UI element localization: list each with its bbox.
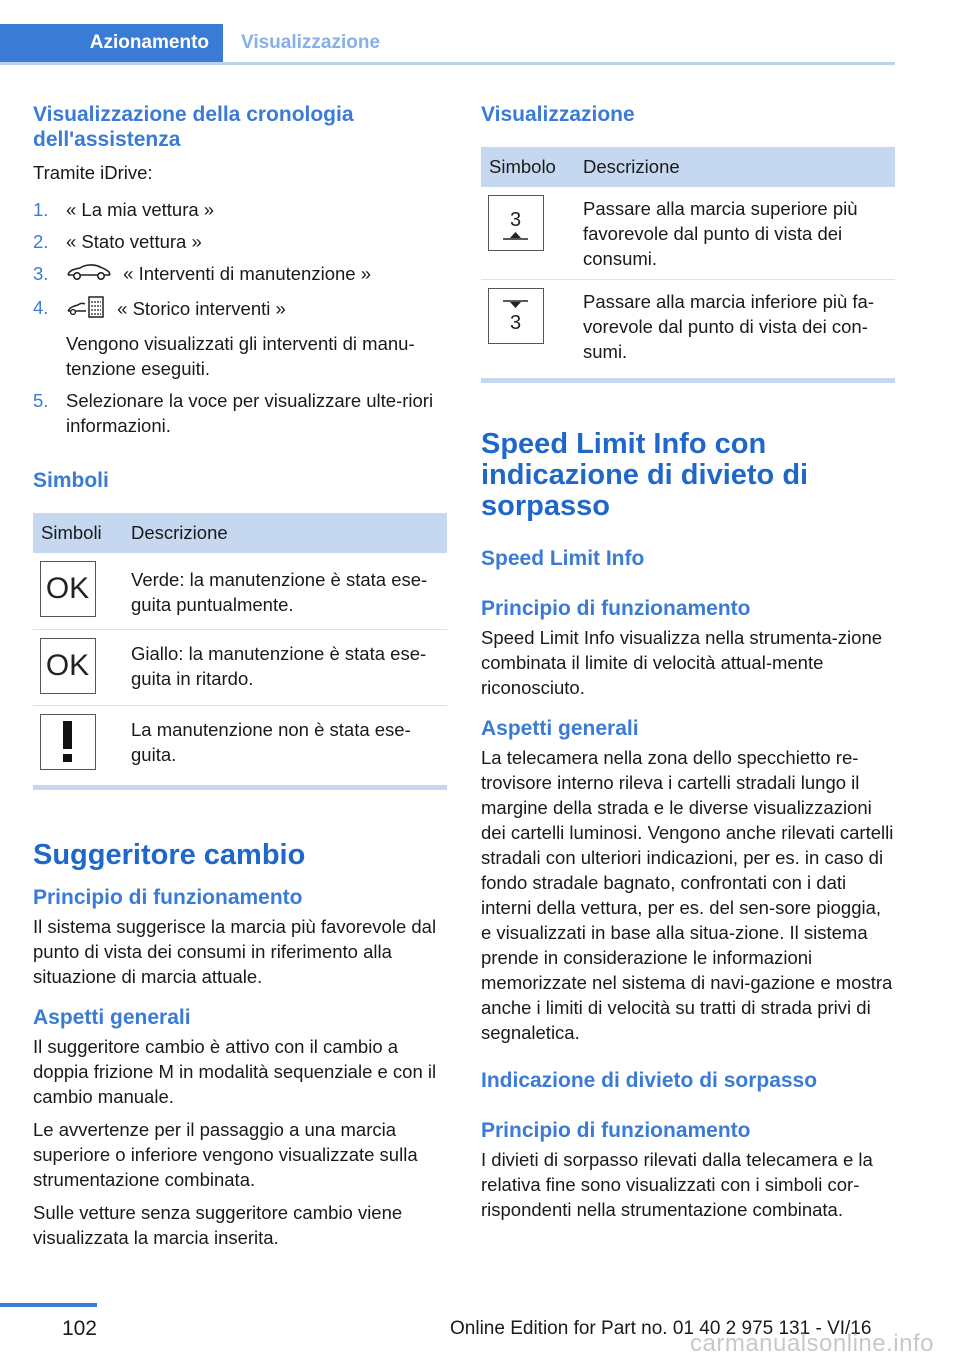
table-row xyxy=(33,553,447,629)
step-text: « Storico interventi » xyxy=(117,298,286,319)
gear-number: 3 xyxy=(509,312,522,334)
speed-principle-text: Speed Limit Info visualizza nella strumenta-zione combinata il limite di velocità attual-mente riconosciuto. xyxy=(481,627,883,698)
footer-accent-line xyxy=(0,1303,97,1307)
gear-principle-text: Il sistema suggerisce la marcia più favorevole dal punto di vista dei consumi in riferimento alla situazione di marcia attuale. xyxy=(33,916,437,988)
table-row xyxy=(33,629,447,705)
speed-general-heading: Aspetti generali xyxy=(481,717,639,740)
step-text: « Stato vettura » xyxy=(66,231,202,252)
gear-principle-heading: Principio di funzionamento xyxy=(33,886,303,910)
gear-up-icon xyxy=(488,195,544,251)
table-cell-description: Verde: la manutenzione è stata ese-guita puntualmente. xyxy=(123,553,447,629)
overtake-principle-text: I divieti di sorpasso rilevati dalla telecamera e la relativa fine sono visualizzati con i simboli cor-rispondenti nella strumentazione combinata. xyxy=(481,1149,873,1220)
gear-general-p3: Sulle vetture senza suggeritore cambio viene visualizzata la marcia inserita. xyxy=(33,1202,403,1249)
step-item xyxy=(33,388,447,438)
speed-general-text: La telecamera nella zona dello specchietto re-trovisore interno rileva i cartelli stradali lungo il margine della strada e le diverse visualizzazioni dei cartelli luminosi. Vengono anche rilevati cartelli stradali con ulteriori indicazioni, per es. in caso di fondo stradale bagnato, confrontati con i dati interni della vettura, per es. del sen-sore pioggia, e visualizzati in base alla situa-zione. Il sistema prende in considerazione le informazioni memorizzate nel sistema di navi-gazione e mostra anche i limiti di velocità su tratti di strada privi di segnaletica. xyxy=(481,747,894,1043)
ok-text: OK xyxy=(45,572,90,606)
table-cell-description: Passare alla marcia superiore più favorevole dal punto di vista dei consumi. xyxy=(575,187,895,280)
history-heading: Visualizzazione della cronologia dell'assistenza xyxy=(33,103,354,151)
gear-general-heading: Aspetti generali xyxy=(33,1006,191,1030)
tab-visualizzazione[interactable]: Visualizzazione xyxy=(241,32,381,53)
gear-down-icon xyxy=(488,288,544,344)
header-bar xyxy=(0,24,895,65)
speed-principle-heading: Principio di funzionamento xyxy=(481,597,751,620)
step-number: 2. xyxy=(33,231,49,252)
display-heading: Visualizzazione xyxy=(481,103,635,126)
watermark: carmanualsonline.info xyxy=(690,1330,934,1357)
table-cell-description: Giallo: la manutenzione è stata ese-guita in ritardo. xyxy=(123,629,447,705)
gear-general-p1: Il suggeritore cambio è attivo con il cambio a doppia frizione M in modalità sequenziale e con il cambio manuale. xyxy=(33,1036,437,1108)
tab-azionamento[interactable]: Azionamento xyxy=(0,24,223,62)
step-item xyxy=(33,229,447,254)
page-number: 102 xyxy=(61,1317,97,1340)
step-extra: Vengono visualizzati gli interventi di manu-tenzione eseguiti. xyxy=(66,333,415,380)
step-number: 4. xyxy=(33,297,49,319)
gear-number: 3 xyxy=(509,209,522,231)
step-number: 1. xyxy=(33,199,49,220)
table-bottom-rule xyxy=(33,785,447,790)
table-row xyxy=(481,187,895,280)
history-intro: Tramite iDrive: xyxy=(33,162,153,183)
table-cell-description: La manutenzione non è stata ese-guita. xyxy=(131,718,411,765)
ok-text: OK xyxy=(45,648,90,682)
service-history-icon xyxy=(66,295,106,325)
overtake-principle-heading: Principio di funzionamento xyxy=(481,1119,751,1142)
step-text: « La mia vettura » xyxy=(66,199,215,220)
step-number: 3. xyxy=(33,263,49,284)
table-bottom-rule xyxy=(481,378,895,383)
speed-sub-heading: Speed Limit Info xyxy=(481,547,645,570)
symbols-table xyxy=(33,513,447,781)
exclamation-icon xyxy=(40,714,96,770)
step-number: 5. xyxy=(33,390,49,412)
steps-list xyxy=(33,197,447,438)
col-header-descrizione: Descrizione xyxy=(123,513,447,553)
table-row xyxy=(481,280,895,373)
car-service-icon xyxy=(66,262,112,288)
table-row xyxy=(33,705,447,781)
step-item xyxy=(33,295,447,381)
ok-yellow-icon xyxy=(40,638,96,694)
step-item xyxy=(33,261,447,288)
speed-title: Speed Limit Info con indicazione di divieto di sorpasso xyxy=(481,428,809,522)
edition-text: Online Edition for Part no. 01 40 2 975 131 - VI/16 xyxy=(450,1318,872,1339)
step-item xyxy=(33,197,447,222)
display-table xyxy=(481,147,895,372)
right-column xyxy=(481,102,895,1222)
ok-green-icon xyxy=(40,561,96,617)
step-text: « Interventi di manutenzione » xyxy=(123,263,371,284)
symbols-heading: Simboli xyxy=(33,469,109,493)
col-header-descrizione: Descrizione xyxy=(575,147,895,187)
gear-title: Suggeritore cambio xyxy=(33,839,306,872)
step-text: Selezionare la voce per visualizzare ulte-riori informazioni. xyxy=(66,390,434,437)
col-header-simboli: Simboli xyxy=(33,513,123,553)
left-column xyxy=(33,102,447,1250)
table-cell-description: Passare alla marcia inferiore più fa-vorevole dal punto di vista dei con-sumi. xyxy=(583,291,874,362)
col-header-simbolo: Simbolo xyxy=(481,147,575,187)
table-header-row xyxy=(33,513,447,553)
overtake-heading: Indicazione di divieto di sorpasso xyxy=(481,1069,818,1092)
gear-general-p2: Le avvertenze per il passaggio a una marcia superiore o inferiore vengono visualizzate sulla strumentazione combinata. xyxy=(33,1119,418,1191)
table-header-row xyxy=(481,147,895,187)
